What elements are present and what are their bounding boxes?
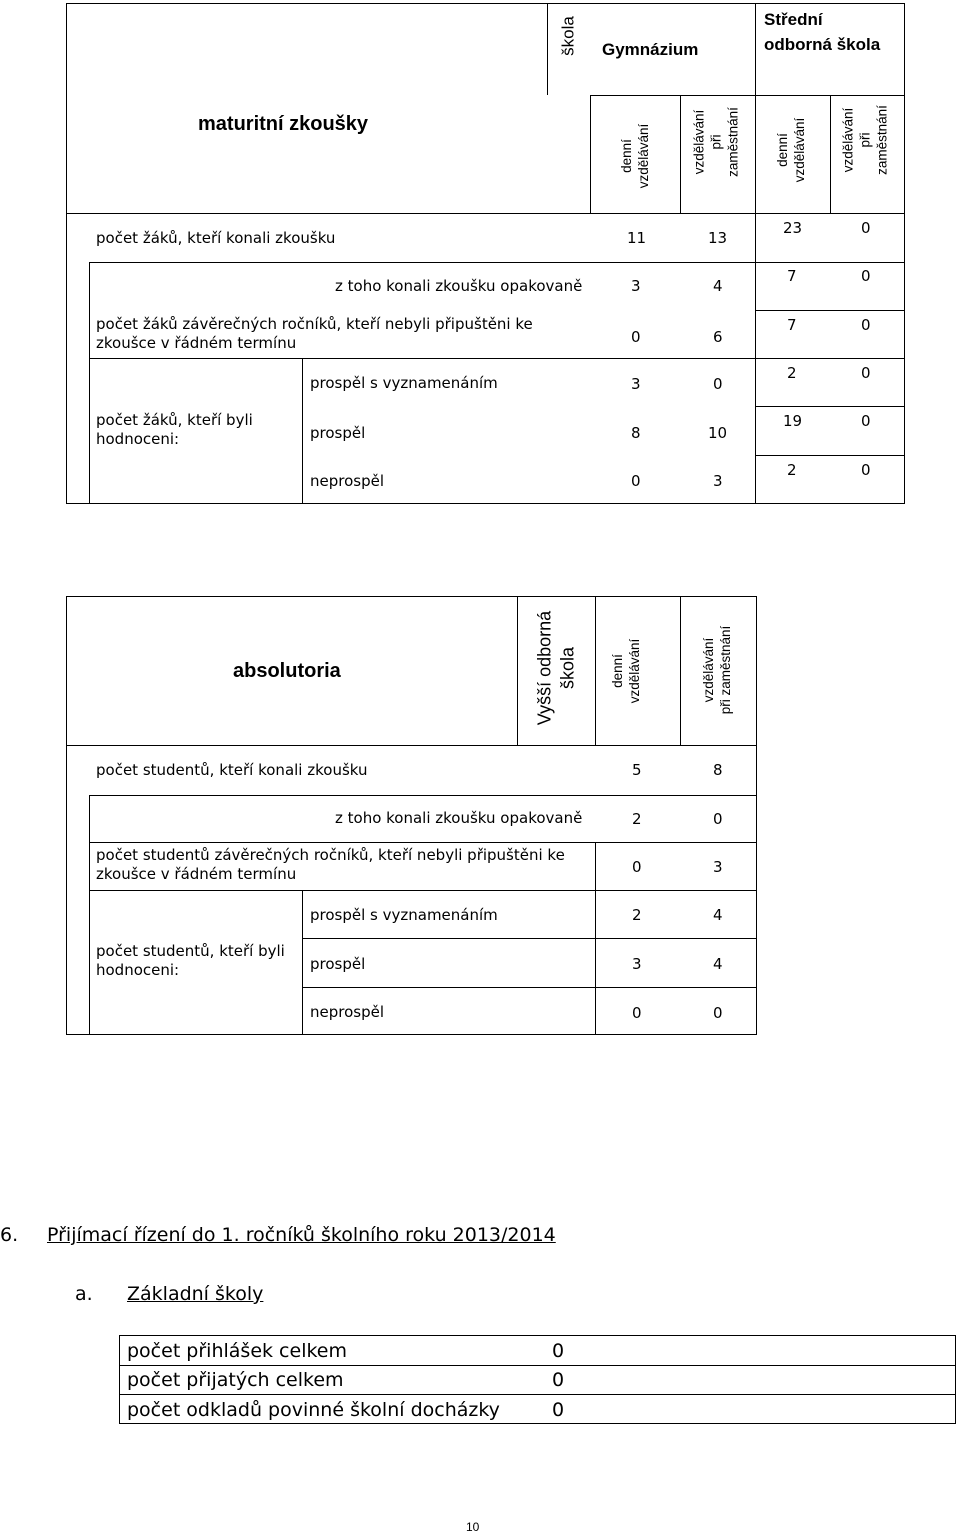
- cell-value: 0: [632, 858, 642, 876]
- cell-value: 4: [713, 955, 723, 973]
- cell-value: 3: [631, 277, 641, 295]
- cell-value: 19: [783, 412, 803, 430]
- cell-value: 0: [861, 267, 871, 285]
- cell-value: 6: [713, 328, 723, 346]
- col-sos: Střední odborná škola: [764, 10, 881, 54]
- cell-value: 0: [861, 219, 871, 237]
- cell-value: 2: [787, 364, 797, 382]
- row-label: neprospěl: [310, 1003, 385, 1021]
- row-label: počet studentů závěrečných ročníků, kteří nebyli připuštěni ke zkoušce v řádném termínu: [96, 846, 565, 883]
- cell-value: 0: [713, 1004, 723, 1022]
- col-gymnazium: Gymnázium: [602, 40, 699, 59]
- cell-value: 3: [713, 858, 723, 876]
- cell-value: 8: [631, 424, 641, 442]
- cell-value: 7: [787, 316, 797, 334]
- cell-value: 0: [861, 461, 871, 479]
- row-label: prospěl s vyznamenáním: [310, 374, 498, 392]
- row-label: počet žáků, kteří konali zkoušku: [96, 229, 336, 247]
- admission-row-value: 0: [552, 1369, 565, 1391]
- absolutoria-heading: absolutoria: [233, 660, 341, 682]
- group-label: počet studentů, kteří byli hodnoceni:: [96, 942, 285, 979]
- cell-value: 23: [783, 219, 803, 237]
- col-vos: Vyšší odborná škola: [534, 610, 577, 726]
- cell-value: 2: [787, 461, 797, 479]
- row-label: prospěl: [310, 955, 366, 973]
- row-label: prospěl s vyznamenáním: [310, 906, 498, 924]
- cell-value: 2: [632, 810, 642, 828]
- row-label: počet žáků závěrečných ročníků, kteří nebyli připuštěni ke zkoušce v řádném termínu: [96, 315, 533, 352]
- cell-value: 3: [631, 375, 641, 393]
- admission-row-label: počet odkladů povinné školní docházky: [127, 1399, 500, 1421]
- subsection-letter: a.: [75, 1283, 93, 1305]
- section-title: Přijímací řízení do 1. ročníků školního roku 2013/2014: [47, 1224, 556, 1246]
- row-label: prospěl: [310, 424, 366, 442]
- cell-value: 0: [861, 316, 871, 334]
- cell-value: 4: [713, 277, 723, 295]
- group-label: počet žáků, kteří byli hodnoceni:: [96, 411, 253, 448]
- cell-value: 0: [713, 810, 723, 828]
- cell-value: 3: [713, 472, 723, 490]
- row-label: z toho konali zkoušku opakovaně: [335, 277, 583, 295]
- col-gym-pri-zam: vzdělávání při zaměstnání: [691, 107, 741, 177]
- cell-value: 0: [713, 375, 723, 393]
- row-label: počet studentů, kteří konali zkoušku: [96, 761, 368, 779]
- col-skola: škola: [558, 16, 578, 56]
- cell-value: 10: [708, 424, 728, 442]
- cell-value: 11: [627, 229, 647, 247]
- row-label: z toho konali zkoušku opakovaně: [335, 809, 583, 827]
- admission-row-label: počet přihlášek celkem: [127, 1340, 347, 1362]
- cell-value: 7: [787, 267, 797, 285]
- cell-value: 4: [713, 906, 723, 924]
- row-label: neprospěl: [310, 472, 385, 490]
- cell-value: 0: [632, 1004, 642, 1022]
- admission-row-value: 0: [552, 1340, 565, 1362]
- col-sos-denni: denní vzdělávání: [775, 117, 807, 183]
- cell-value: 3: [632, 955, 642, 973]
- cell-value: 5: [632, 761, 642, 779]
- admission-row-label: počet přijatých celkem: [127, 1369, 344, 1391]
- section-number: 6.: [0, 1224, 19, 1246]
- col-vos-pri-zam: vzdělávání při zaměstnání: [701, 625, 733, 715]
- cell-value: 2: [632, 906, 642, 924]
- cell-value: 0: [861, 364, 871, 382]
- col-gym-denni: denní vzdělávání: [619, 123, 651, 189]
- cell-value: 0: [631, 328, 641, 346]
- cell-value: 0: [861, 412, 871, 430]
- col-vos-denni: denní vzdělávání: [610, 638, 642, 704]
- col-sos-pri-zam: vzdělávání při zaměstnání: [840, 105, 890, 175]
- subsection-title: Základní školy: [127, 1283, 264, 1305]
- cell-value: 0: [631, 472, 641, 490]
- cell-value: 13: [708, 229, 728, 247]
- maturita-heading: maturitní zkoušky: [198, 113, 369, 135]
- page-number: 10: [466, 1520, 480, 1534]
- cell-value: 8: [713, 761, 723, 779]
- admission-row-value: 0: [552, 1399, 565, 1421]
